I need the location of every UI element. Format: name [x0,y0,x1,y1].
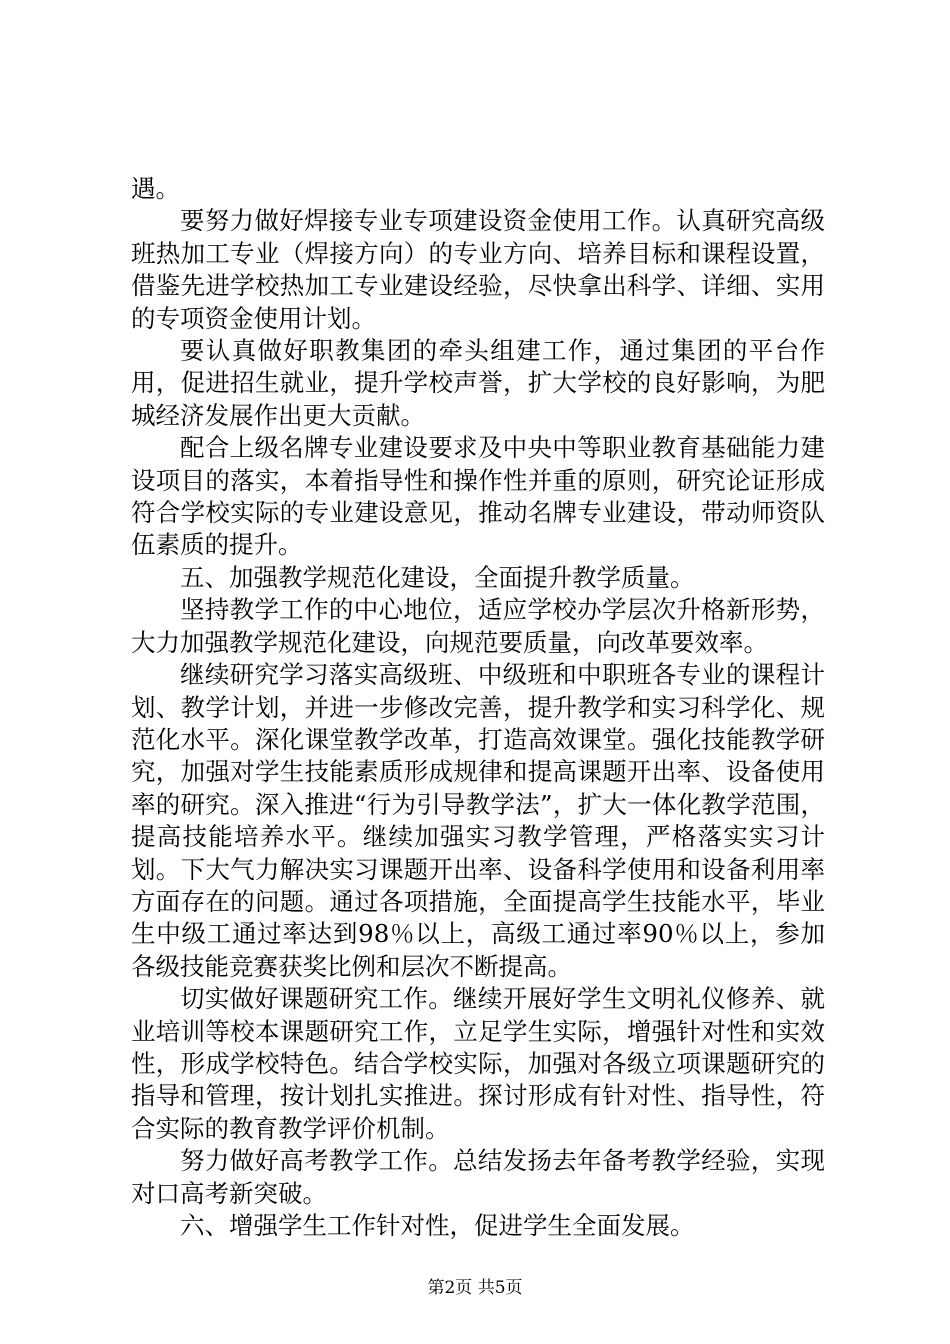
paragraph: 继续研究学习落实高级班、中级班和中职班各专业的课程计划、教学计划，并进一步修改完善，提升教学和实习科学化、规范化水平。深化课堂教学改革，打造高效课堂。强化技能教学研究，加强对学生技能素质形成规律和提高课题开出率、设备使用率的研究。深入推进“行为引导教学法”，扩大一体化教学范围，提高技能培养水平。继续加强实习教学管理，严格落实实习计划。下大气力解决实习课题开出率、设备科学使用和设备利用率方面存在的问题。通过各项措施，全面提高学生技能水平，毕业生中级工通过率达到98％以上，高级工通过率90％以上，参加各级技能竞赛获奖比例和层次不断提高。 [131,660,825,981]
paragraph: 切实做好课题研究工作。继续开展好学生文明礼仪修养、就业培训等校本课题研究工作，立足学生实际，增强针对性和实效性，形成学校特色。结合学校实际，加强对各级立项课题研究的指导和管理，按计划扎实推进。探讨形成有针对性、指导性，符合实际的教育教学评价机制。 [131,984,825,1143]
page-number-footer: 第2页 共5页 [427,1278,523,1298]
section-heading: 六、增强学生工作针对性，促进学生全面发展。 [180,1211,695,1240]
paragraph: 遇。 [131,174,180,203]
section-heading: 五、加强教学规范化建设，全面提升教学质量。 [180,562,695,592]
paragraph: 配合上级名牌专业建设要求及中央中等职业教育基础能力建设项目的落实，本着指导性和操作性并重的原则，研究论证形成符合学校实际的专业建设意见，推动名牌专业建设，带动师资队伍素质的提升。 [131,433,825,560]
paragraph: 要努力做好焊接专业专项建设资金使用工作。认真研究高级班热加工专业（焊接方向）的专业方向、培养目标和课程设置，借鉴先进学校热加工专业建设经验，尽快拿出科学、详细、实用的专项资金使用计划。 [131,206,825,333]
paragraph: 坚持教学工作的中心地位，适应学校办学层次升格新形势，大力加强教学规范化建设，向规范要质量，向改革要效率。 [131,595,825,657]
paragraph: 努力做好高考教学工作。总结发扬去年备考教学经验，实现对口高考新突破。 [131,1146,825,1208]
document-body [131,173,825,1242]
paragraph: 要认真做好职教集团的牵头组建工作，通过集团的平台作用，促进招生就业，提升学校声誉，扩大学校的良好影响，为肥城经济发展作出更大贡献。 [131,336,825,430]
